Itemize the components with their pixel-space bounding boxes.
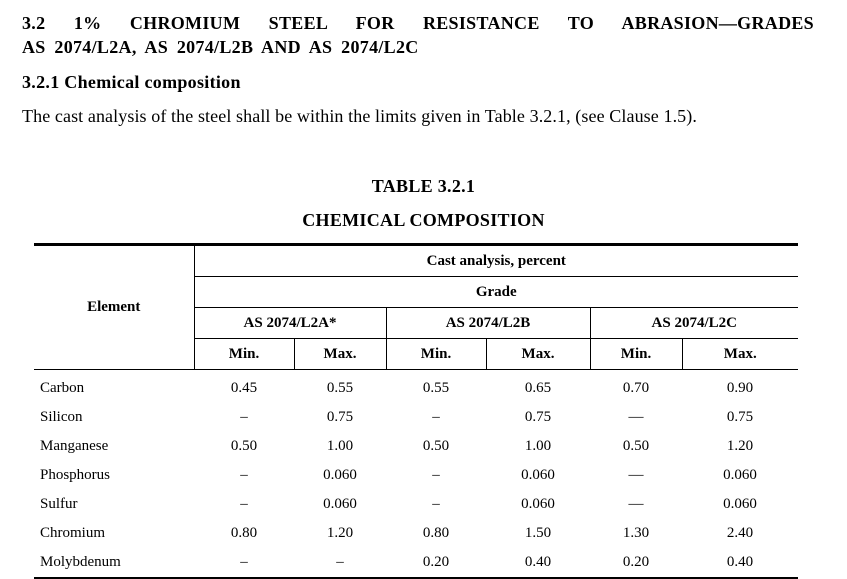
value-cell: 0.80 [230,525,258,541]
value-cell: 0.75 [726,409,754,425]
value-cell: 0.20 [590,548,682,578]
table-row [34,490,798,519]
body-paragraph: The cast analysis of the steel shall be within the limits given in Table 3.2.1, (see Clause 1.5). [22,106,697,126]
table-row [34,403,798,432]
element-name-cell: Silicon [40,409,83,425]
value-cell: – [194,548,294,578]
value-cell: – [240,467,248,483]
header-grade: Grade [194,277,798,308]
header-element: Element [34,245,194,370]
value-cell: 0.060 [521,467,555,483]
header-max: Max. [294,339,386,370]
value-cell: – [240,409,248,425]
header-min: Min. [386,339,486,370]
element-name-cell: Phosphorus [40,467,111,483]
header-min: Min. [590,339,682,370]
section-heading [22,11,814,59]
table-row [34,548,798,578]
value-cell: 2.40 [726,525,754,541]
header-cast-analysis: Cast analysis, percent [194,245,798,277]
subsection-heading: 3.2.1 Chemical composition [22,72,241,92]
value-cell: 0.80 [422,525,450,541]
value-cell: 0.75 [326,409,354,425]
value-cell: 0.060 [723,467,757,483]
value-cell: – [432,409,440,425]
section-heading-line2: AS 2074/L2A, AS 2074/L2B AND AS 2074/L2C [22,37,419,57]
value-cell: 1.20 [726,438,754,454]
element-name-cell: Sulfur [40,496,78,512]
value-cell: 0.55 [422,380,450,396]
table-body [34,370,798,579]
value-cell: – [240,496,248,512]
value-cell: — [628,467,644,483]
table-row [34,519,798,548]
value-cell: — [628,496,644,512]
value-cell: 1.00 [326,438,354,454]
value-cell: 0.20 [386,548,486,578]
element-name-cell: Manganese [40,438,109,454]
value-cell: 0.90 [726,380,754,396]
value-cell: 0.060 [521,496,555,512]
value-cell: 1.30 [622,525,650,541]
table-row [34,432,798,461]
element-name-cell: Carbon [40,380,85,396]
value-cell: 0.40 [682,548,798,578]
value-cell: 0.45 [230,380,258,396]
value-cell: – [432,467,440,483]
element-name-cell: Molybdenum [34,548,194,578]
value-cell: 0.55 [326,380,354,396]
value-cell: 0.060 [323,496,357,512]
chemical-composition-table [34,243,798,579]
header-max: Max. [682,339,798,370]
value-cell: – [294,548,386,578]
value-cell: — [628,409,644,425]
value-cell: 0.70 [622,380,650,396]
table-title: CHEMICAL COMPOSITION [302,210,545,230]
table-number: TABLE 3.2.1 [371,176,476,196]
header-grade-l2c: AS 2074/L2C [590,308,798,339]
value-cell: 0.50 [422,438,450,454]
value-cell: 0.060 [323,467,357,483]
header-max: Max. [486,339,590,370]
value-cell: 0.50 [230,438,258,454]
header-min: Min. [194,339,294,370]
value-cell: 1.20 [326,525,354,541]
value-cell: 0.060 [723,496,757,512]
value-cell: 0.75 [524,409,552,425]
element-name-cell: Chromium [40,525,106,541]
value-cell: – [432,496,440,512]
value-cell: 1.00 [524,438,552,454]
header-grade-l2a: AS 2074/L2A* [194,308,386,339]
table-row [34,461,798,490]
table-row [34,370,798,404]
header-grade-l2b: AS 2074/L2B [386,308,590,339]
value-cell: 0.65 [524,380,552,396]
value-cell: 0.40 [486,548,590,578]
section-heading-line1: 3.2 1% CHROMIUM STEEL FOR RESISTANCE TO ABRASION—GRADES [22,13,814,33]
value-cell: 1.50 [524,525,552,541]
value-cell: 0.50 [622,438,650,454]
